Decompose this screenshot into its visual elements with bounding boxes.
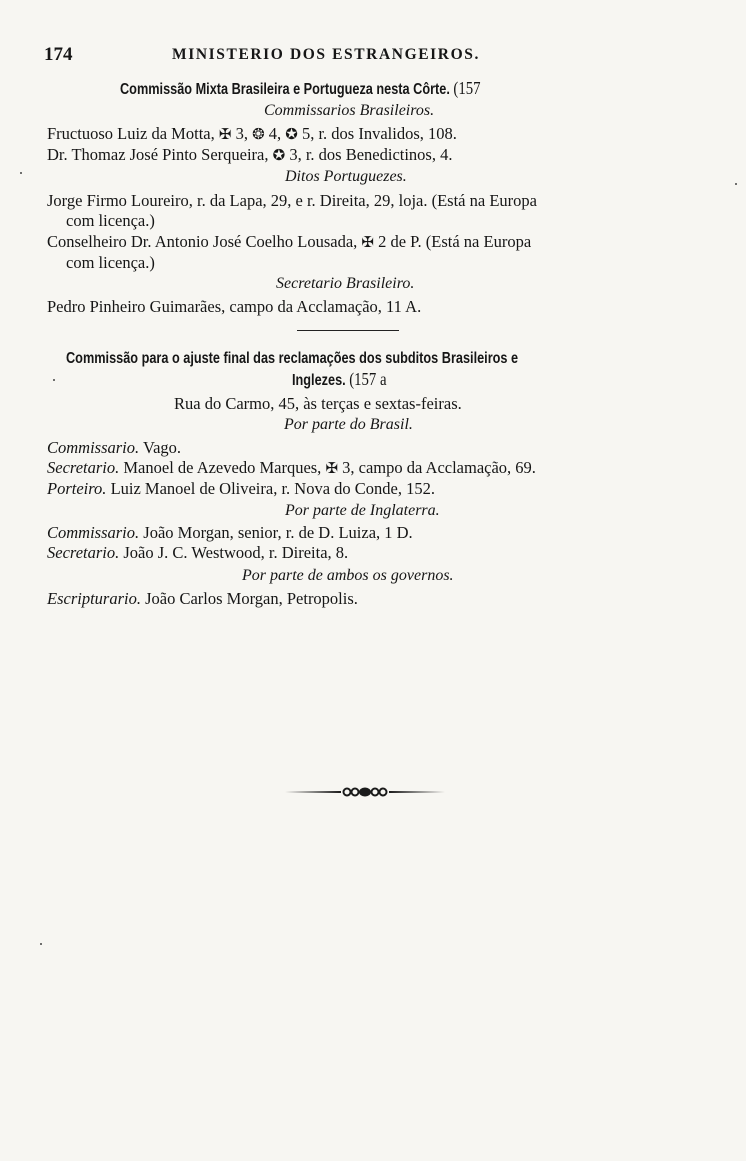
role-commissario-brasil (47, 438, 181, 458)
role-value: Luiz Manoel de Oliveira, r. Nova do Conde, 152. (110, 479, 435, 498)
section1-title-ref: (157 (453, 78, 481, 98)
role-label: Escripturario. (47, 589, 141, 608)
member-guimaraes: Pedro Pinheiro Guimarães, campo da Acclamação, 11 A. (47, 297, 422, 316)
member-motta (47, 124, 457, 144)
member-loureiro-line1: Jorge Firmo Loureiro, r. da Lapa, 29, e r. Direita, 29, loja. (Está na Europa (47, 191, 537, 210)
page-number: 174 (44, 44, 73, 65)
member-motta-address: 5, r. dos Invalidos, 108. (301, 124, 457, 143)
role-value-address: 3, campo da Acclamação, 69. (342, 458, 536, 477)
order-cross-icon: ✠ (361, 235, 374, 251)
role-label: Commissario. (47, 438, 140, 457)
section-divider (297, 330, 399, 331)
section2-sub-inglaterra: Por parte de Inglaterra. (285, 502, 440, 519)
section1-sub-brasileiros: Commissarios Brasileiros. (264, 102, 435, 119)
section2-title-ref: (157 a (349, 369, 387, 389)
role-value: João J. C. Westwood, r. Direita, 8. (123, 543, 349, 562)
print-speck (20, 172, 22, 174)
section2-title-text: Inglezes. (292, 372, 346, 389)
section2-title-line1: Commissão para o ajuste final das reclamações dos subditos Brasileiros e (66, 350, 519, 367)
role-porteiro-brasil (47, 479, 435, 499)
role-escripturario (47, 589, 358, 609)
print-speck (40, 943, 42, 945)
role-secretario-inglaterra (47, 543, 348, 563)
section1-sub-portuguezes: Ditos Portuguezes. (285, 168, 407, 185)
order-star-icon: ✪ (272, 148, 286, 164)
member-serqueira-name: Dr. Thomaz José Pinto Serqueira, (47, 145, 269, 164)
order-cross-icon: ✠ (218, 127, 232, 143)
section1-title (120, 78, 480, 99)
member-lousada-line1 (47, 232, 531, 252)
order-cross-icon: ✠ (325, 461, 339, 477)
member-loureiro-line2: com licença.) (66, 211, 155, 230)
role-label: Porteiro. (47, 479, 107, 498)
member-serqueira-address: 3, r. dos Benedictinos, 4. (289, 145, 453, 164)
member-motta-grade1: 3, (235, 124, 248, 143)
role-label: Secretario. (47, 543, 120, 562)
section2-sub-ambos: Por parte de ambos os governos. (242, 567, 454, 584)
order-star-icon: ✪ (285, 127, 298, 143)
role-label: Secretario. (47, 458, 120, 477)
role-secretario-brasil (47, 458, 536, 478)
order-rose-icon: ❂ (252, 127, 265, 143)
member-lousada-note: 2 de P. (Está na Europa (378, 232, 532, 251)
section2-address: Rua do Carmo, 45, às terças e sextas-feiras. (174, 394, 462, 413)
role-label: Commissario. (47, 523, 140, 542)
role-value-name: Manoel de Azevedo Marques, (123, 458, 322, 477)
tailpiece-ornament-icon (283, 785, 447, 799)
role-commissario-inglaterra (47, 523, 413, 543)
print-speck (735, 183, 737, 185)
print-speck (53, 379, 55, 381)
member-motta-name: Fructuoso Luiz da Motta, (47, 124, 215, 143)
member-motta-grade2: 4, (268, 124, 282, 143)
member-lousada-name: Conselheiro Dr. Antonio José Coelho Lousada, (47, 232, 358, 251)
role-value: Vago. (142, 438, 182, 457)
section1-title-text: Commissão Mixta Brasileira e Portugueza nesta Côrte. (120, 81, 450, 98)
section2-title-line2 (292, 369, 387, 390)
member-lousada-line2: com licença.) (66, 253, 155, 272)
section1-sub-secretario: Secretario Brasileiro. (276, 275, 415, 292)
member-serqueira (47, 145, 452, 165)
section2-sub-brasil: Por parte do Brasil. (284, 416, 413, 433)
role-value: João Carlos Morgan, Petropolis. (145, 589, 358, 608)
running-head: MINISTERIO DOS ESTRANGEIROS. (172, 46, 480, 63)
role-value: João Morgan, senior, r. de D. Luiza, 1 D. (143, 523, 413, 542)
